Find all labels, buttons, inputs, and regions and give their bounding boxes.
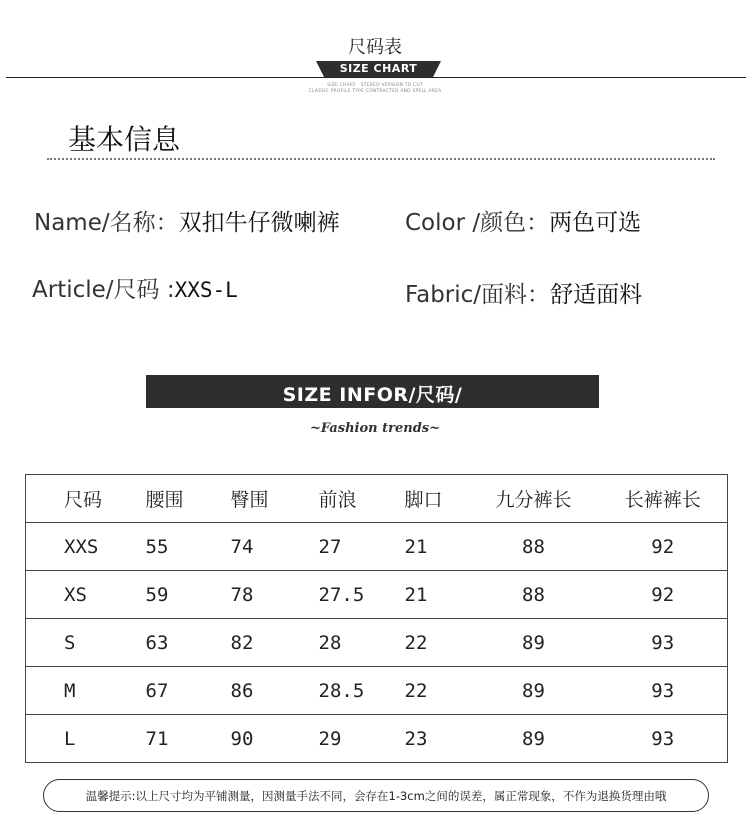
table-cell: XS <box>26 571 146 619</box>
table-cell: 63 <box>146 619 231 667</box>
table-cell: M <box>26 667 146 715</box>
table-row <box>26 523 728 571</box>
table-cell: 74 <box>231 523 319 571</box>
fashion-trends-subtitle: ~Fashion trends~ <box>309 421 441 436</box>
color-label: Color /颜色： <box>405 210 550 236</box>
measurement-note: 温馨提示:以上尺寸均为平铺测量，因测量手法不同，会存在1-3cm之间的误差，属正常现象，不作为退换货理由哦 <box>85 789 667 803</box>
table-cell: 93 <box>599 715 728 763</box>
dotted-divider <box>47 158 715 160</box>
size-chart-title: 尺码表 <box>348 37 402 58</box>
table-cell: 22 <box>405 619 469 667</box>
header-divider <box>6 77 746 78</box>
table-cell: 92 <box>599 523 728 571</box>
table-cell: 21 <box>405 571 469 619</box>
table-cell: 90 <box>231 715 319 763</box>
table-cell: 89 <box>469 715 599 763</box>
table-cell: L <box>26 715 146 763</box>
header-cell-rise: 前浪 <box>319 475 405 523</box>
color-info <box>405 204 641 237</box>
fabric-value: 舒适面料 <box>550 282 643 308</box>
table-cell: 23 <box>405 715 469 763</box>
header-cell-hem: 脚口 <box>405 475 469 523</box>
table-cell: 22 <box>405 667 469 715</box>
article-info <box>32 271 238 304</box>
article-value: XXS-L <box>174 278 238 302</box>
name-value: 双扣牛仔微喇裤 <box>178 210 340 236</box>
header-cell-size: 尺码 <box>26 475 146 523</box>
table-header-row <box>26 475 728 523</box>
table-row <box>26 571 728 619</box>
header-fine-print-1: SIZE CHART · STEREO VERSION TO CUT <box>327 83 423 88</box>
table-cell: 27.5 <box>319 571 405 619</box>
table-cell: 29 <box>319 715 405 763</box>
table-cell: S <box>26 619 146 667</box>
name-info <box>34 204 340 237</box>
header-cell-full-length: 长裤裤长 <box>599 475 728 523</box>
table-row <box>26 667 728 715</box>
name-label: Name/名称： <box>34 210 179 236</box>
table-cell: 92 <box>599 571 728 619</box>
table-row <box>26 619 728 667</box>
table-cell: 28 <box>319 619 405 667</box>
header-cell-waist: 腰围 <box>146 475 231 523</box>
header-cell-hip: 臀围 <box>231 475 319 523</box>
table-cell: 89 <box>469 619 599 667</box>
fabric-info <box>405 276 642 309</box>
table-cell: 86 <box>231 667 319 715</box>
header-fine-print-2: CLASSIC PROFILE TYPE CONTRACTED AND SPELL AREA <box>308 89 442 94</box>
table-cell: 21 <box>405 523 469 571</box>
table-cell: 67 <box>146 667 231 715</box>
fabric-label: Fabric/面料： <box>405 282 551 308</box>
table-cell: 89 <box>469 667 599 715</box>
table-cell: 71 <box>146 715 231 763</box>
color-value: 两色可选 <box>549 210 642 236</box>
size-info-banner-text: SIZE INFOR/尺码/ <box>282 384 463 406</box>
article-label: Article/尺码 : <box>32 277 175 303</box>
table-cell: 27 <box>319 523 405 571</box>
basic-info-title: 基本信息 <box>68 123 181 156</box>
size-chart-banner-text: SIZE CHART <box>339 62 418 75</box>
size-table <box>25 474 728 763</box>
table-row <box>26 715 728 763</box>
table-cell: 82 <box>231 619 319 667</box>
header-cell-ankle-length: 九分裤长 <box>469 475 599 523</box>
table-cell: 55 <box>146 523 231 571</box>
table-cell: XXS <box>26 523 146 571</box>
table-cell: 88 <box>469 571 599 619</box>
table-cell: 93 <box>599 619 728 667</box>
table-cell: 78 <box>231 571 319 619</box>
table-cell: 93 <box>599 667 728 715</box>
table-cell: 28.5 <box>319 667 405 715</box>
table-cell: 59 <box>146 571 231 619</box>
table-cell: 88 <box>469 523 599 571</box>
